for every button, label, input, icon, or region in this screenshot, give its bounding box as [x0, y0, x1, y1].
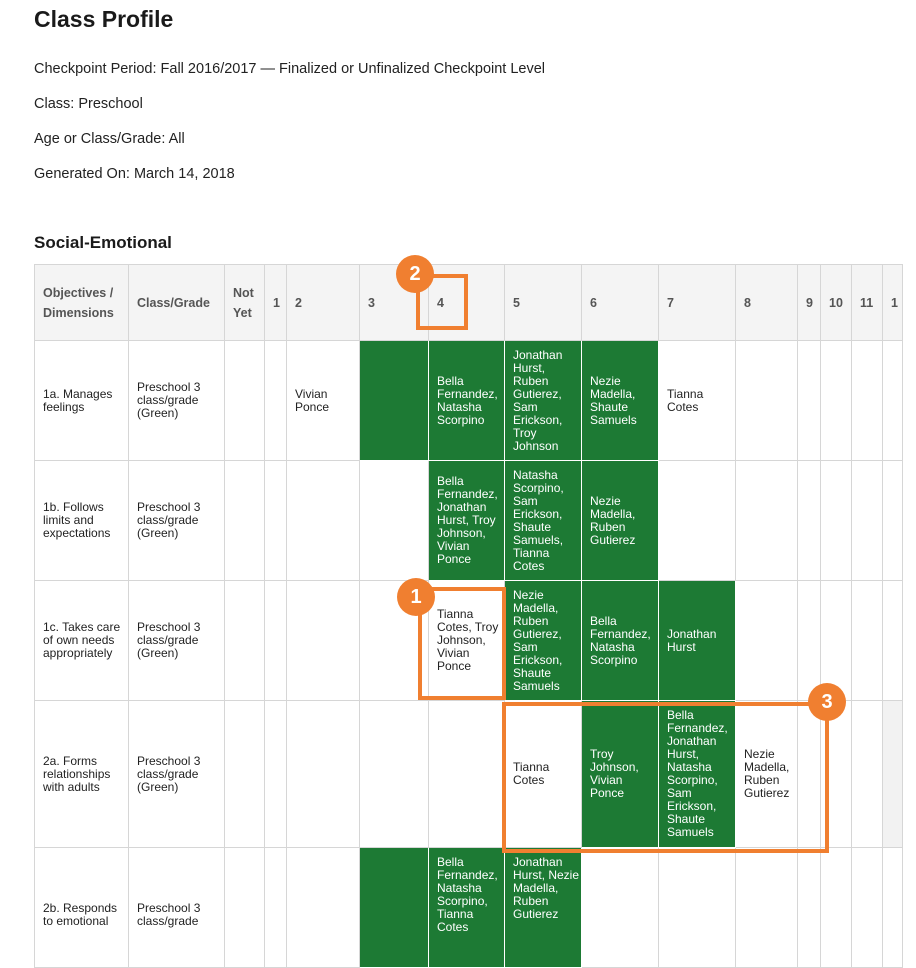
header-level-1: 1	[265, 265, 287, 341]
empty-cell	[852, 461, 883, 581]
level-cell-filled[interactable]: Bella Fernandez, Natasha Scorpino, Tianna Cotes	[429, 848, 505, 968]
class-text: Class: Preschool	[34, 96, 143, 112]
level-cell-filled[interactable]: Bella Fernandez, Natasha Scorpino	[429, 341, 505, 461]
empty-cell	[883, 848, 903, 968]
class-grade-cell: Preschool 3 class/grade (Green)	[129, 701, 225, 848]
level-cell[interactable]: Nezie Madella, Ruben Gutierez	[736, 701, 798, 848]
class-grade-cell: Preschool 3 class/grade (Green)	[129, 581, 225, 701]
empty-cell	[852, 848, 883, 968]
objective-cell: 1c. Takes care of own needs appropriately	[35, 581, 129, 701]
header-level-9: 9	[798, 265, 821, 341]
empty-cell	[287, 581, 360, 701]
annotation-badge-3: 3	[808, 683, 846, 721]
level-cell-filled[interactable]: Jonathan Hurst, Ruben Gutierez, Sam Erickson, Troy Johnson	[505, 341, 582, 461]
empty-cell	[225, 461, 265, 581]
empty-cell	[736, 848, 798, 968]
empty-cell	[852, 581, 883, 701]
header-level-8: 8	[736, 265, 798, 341]
level-cell-filled[interactable]	[360, 848, 429, 968]
annotation-badge-2: 2	[396, 255, 434, 293]
checkpoint-period-text: Checkpoint Period: Fall 2016/2017 — Finalized or Unfinalized Checkpoint Level	[34, 61, 546, 77]
header-not-yet: Not Yet	[225, 265, 265, 341]
level-cell-filled[interactable]	[360, 341, 429, 461]
class-grade-cell: Preschool 3 class/grade (Green)	[129, 341, 225, 461]
annotation-badge-1: 1	[397, 578, 435, 616]
section-title-social-emotional: Social-Emotional	[34, 233, 172, 252]
generated-on-text: Generated On: March 14, 2018	[34, 166, 235, 182]
header-objectives: Objectives / Dimensions	[35, 265, 129, 341]
header-level-10: 10	[821, 265, 852, 341]
level-cell-filled[interactable]: Bella Fernandez, Natasha Scorpino	[582, 581, 659, 701]
header-class-grade: Class/Grade	[129, 265, 225, 341]
objective-cell: 2b. Responds to emotional	[35, 848, 129, 968]
table-header-row	[35, 265, 903, 341]
level-cell-filled[interactable]: Natasha Scorpino, Sam Erickson, Shaute Samuels, Tianna Cotes	[505, 461, 582, 581]
empty-cell	[582, 848, 659, 968]
empty-cell	[265, 701, 287, 848]
empty-cell	[265, 581, 287, 701]
empty-cell	[736, 461, 798, 581]
empty-cell	[798, 581, 821, 701]
empty-cell	[225, 341, 265, 461]
class-grade-cell: Preschool 3 class/grade (Green)	[129, 461, 225, 581]
level-cell-filled[interactable]: Jonathan Hurst, Nezie Madella, Ruben Gutierez	[505, 848, 582, 968]
empty-cell	[265, 848, 287, 968]
objective-cell: 1a. Manages feelings	[35, 341, 129, 461]
empty-cell	[821, 341, 852, 461]
level-cell-filled[interactable]: Troy Johnson, Vivian Ponce	[582, 701, 659, 848]
header-level-6: 6	[582, 265, 659, 341]
level-cell[interactable]: Vivian Ponce	[287, 341, 360, 461]
empty-cell	[736, 581, 798, 701]
objective-cell: 2a. Forms relationships with adults	[35, 701, 129, 848]
table-row	[35, 341, 903, 461]
level-cell[interactable]: Tianna Cotes	[659, 341, 736, 461]
empty-cell	[360, 461, 429, 581]
level-cell-filled[interactable]: Nezie Madella, Shaute Samuels	[582, 341, 659, 461]
empty-cell	[883, 581, 903, 701]
level-cell[interactable]: Tianna Cotes	[505, 701, 582, 848]
header-level-7: 7	[659, 265, 736, 341]
empty-cell	[360, 701, 429, 848]
empty-cell	[798, 848, 821, 968]
header-level-3: 3	[360, 265, 429, 341]
level-cell-filled[interactable]: Bella Fernandez, Jonathan Hurst, Natasha Scorpino, Sam Erickson, Shaute Samuels	[659, 701, 736, 848]
header-level-2: 2	[287, 265, 360, 341]
empty-cell	[429, 701, 505, 848]
table-row	[35, 461, 903, 581]
empty-cell	[659, 461, 736, 581]
level-cell-filled[interactable]: Bella Fernandez, Jonathan Hurst, Troy Johnson, Vivian Ponce	[429, 461, 505, 581]
level-cell[interactable]: Tianna Cotes, Troy Johnson, Vivian Ponce	[429, 581, 505, 701]
empty-cell	[225, 701, 265, 848]
empty-cell	[852, 341, 883, 461]
header-level-4: 4	[429, 265, 505, 341]
empty-cell	[821, 461, 852, 581]
empty-cell	[287, 848, 360, 968]
empty-cell	[821, 848, 852, 968]
page-title: Class Profile	[34, 6, 174, 32]
empty-cell	[287, 461, 360, 581]
empty-cell	[225, 848, 265, 968]
level-cell-filled[interactable]: Nezie Madella, Ruben Gutierez	[582, 461, 659, 581]
table-row	[35, 848, 903, 968]
age-grade-text: Age or Class/Grade: All	[34, 131, 185, 147]
annotation-box-3	[502, 702, 829, 853]
class-grade-cell: Preschool 3 class/grade	[129, 848, 225, 968]
empty-cell	[287, 701, 360, 848]
level-cell-filled[interactable]: Jonathan Hurst	[659, 581, 736, 701]
header-level-11: 11	[852, 265, 883, 341]
header-level-12: 1	[883, 265, 903, 341]
empty-cell	[659, 848, 736, 968]
header-level-5: 5	[505, 265, 582, 341]
empty-cell	[883, 461, 903, 581]
level-cell-filled[interactable]: Nezie Madella, Ruben Gutierez, Sam Erickson, Shaute Samuels	[505, 581, 582, 701]
empty-cell	[265, 461, 287, 581]
empty-cell	[798, 341, 821, 461]
empty-cell	[265, 341, 287, 461]
empty-cell	[736, 341, 798, 461]
empty-cell	[852, 701, 883, 848]
empty-cell	[883, 341, 903, 461]
empty-cell	[798, 461, 821, 581]
empty-cell	[225, 581, 265, 701]
empty-cell	[883, 701, 903, 848]
objective-cell: 1b. Follows limits and expectations	[35, 461, 129, 581]
